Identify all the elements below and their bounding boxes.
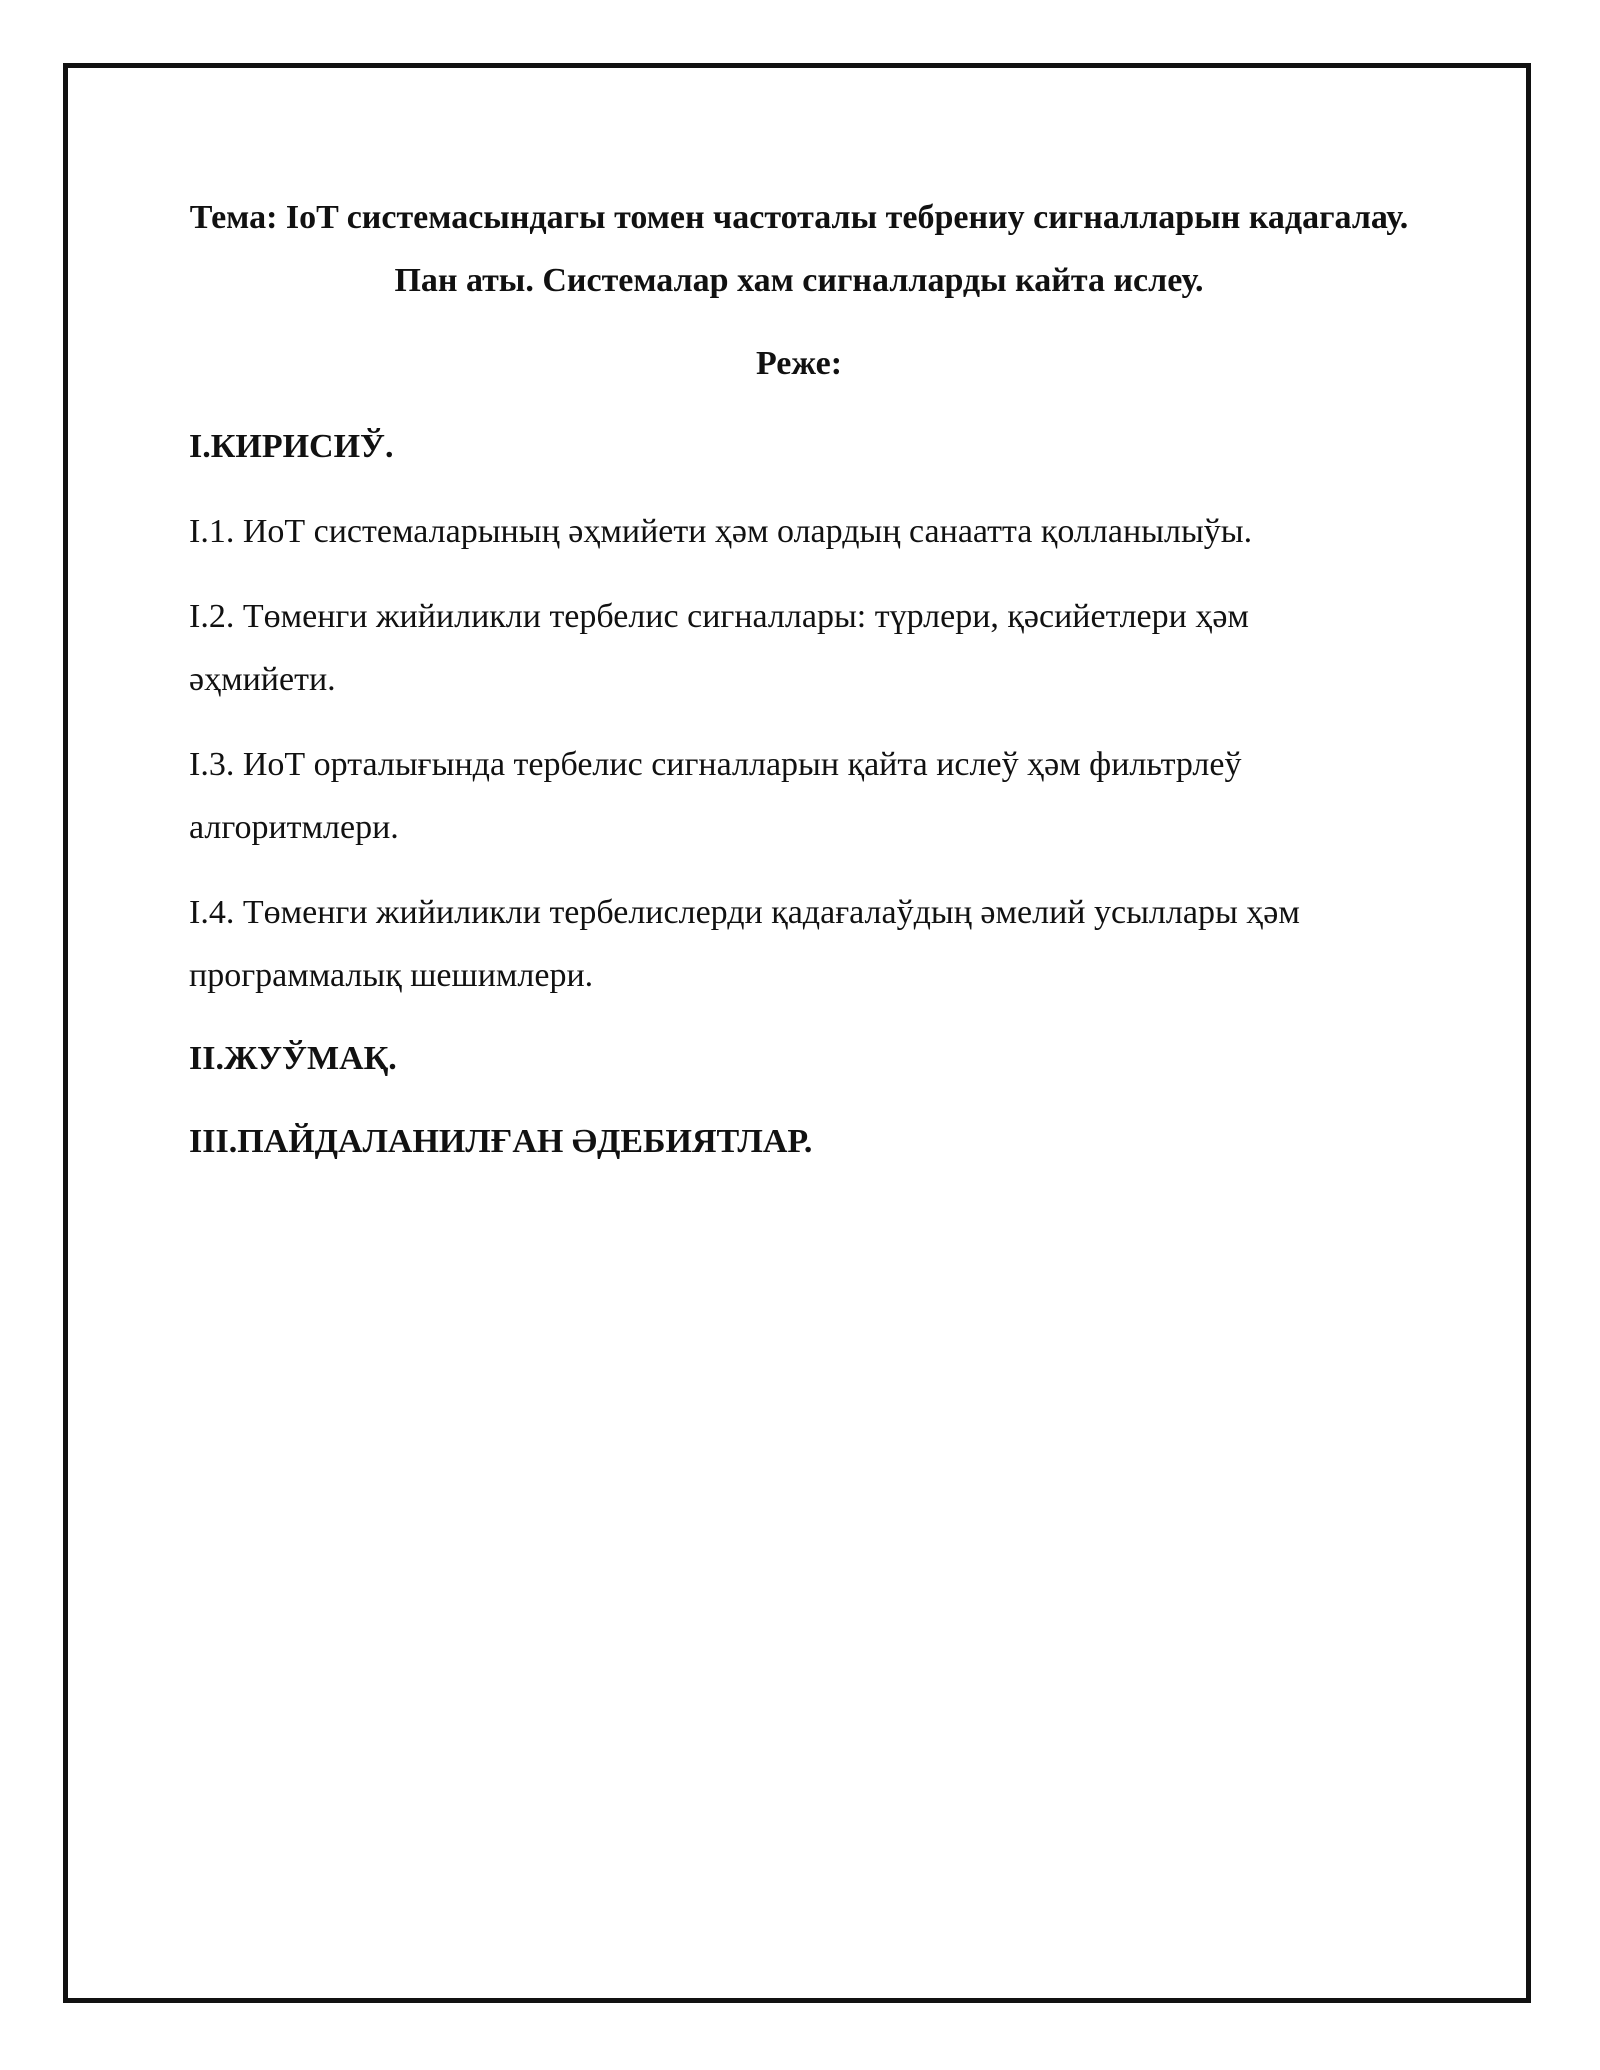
list-item: I.4. Төменги жийиликли тербелислерди қадағалаўдың әмелий усыллары ҳәм программалық шешимлери.: [189, 894, 1300, 994]
section-heading-references: III.ПАЙДАЛАНИЛҒАН ӘДЕБИЯТЛАР.: [189, 1123, 813, 1160]
list-item: I.2. Төменги жийиликли тербелис сигналлары: түрлери, қәсийетлери ҳәм әҳмийети.: [189, 598, 1249, 698]
section-heading-conclusion: II.ЖУЎМАҚ.: [189, 1040, 397, 1077]
list-item: I.1. ИоТ системаларының әҳмийети ҳәм олардың санаатта қолланылыўы.: [189, 513, 1253, 550]
plan-heading: Реже:: [755, 345, 843, 382]
section-heading-introduction: I.КИРИСИЎ.: [189, 428, 394, 465]
document-title: Тема: IoT системасындагы томен частоталы тебрениу сигналларын кадагалау. Пан аты. Системалар хам сигналларды кайта ислеу.: [189, 199, 1409, 299]
list-item: I.3. ИоТ орталығында тербелис сигналларын қайта ислеў ҳәм фильтрлеў алгоритмлери.: [189, 746, 1242, 846]
document-body: [189, 186, 1409, 1173]
